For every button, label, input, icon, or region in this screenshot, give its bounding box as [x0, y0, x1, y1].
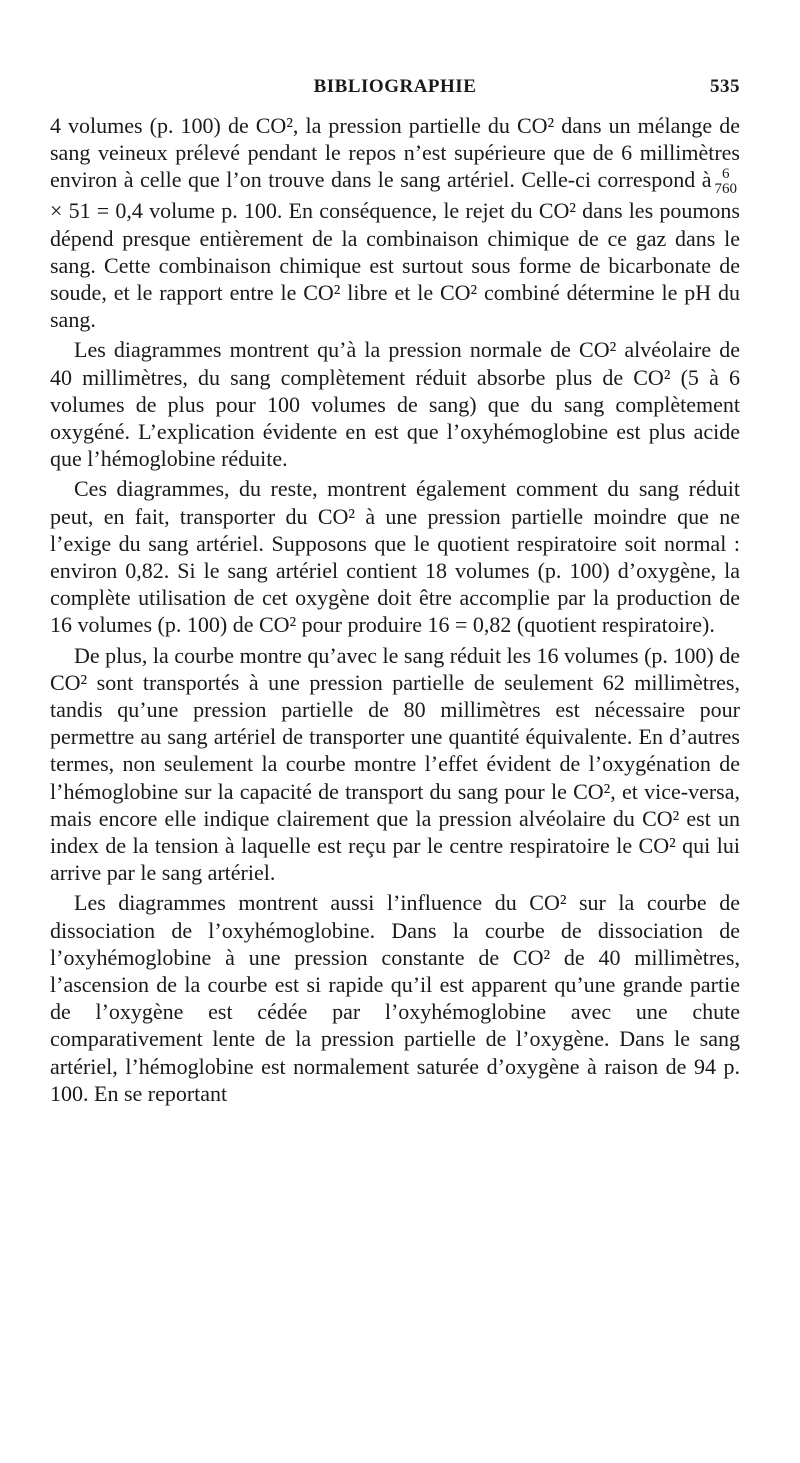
page-number: 535: [710, 76, 740, 97]
running-title: BIBLIOGRAPHIE: [313, 76, 477, 97]
paragraph-1-text-after-fraction: × 51 = 0,4 volume p. 100. En conséquence, le rejet du CO² dans les poumons dépend presque entièrement de la combinaison chimique de ce gaz dans le sang. Cette combinaison chimique est surtout sous forme de bicarbonate de soude, et le rapport entre le CO² libre et le CO² combiné détermine le pH du sang.: [50, 198, 740, 333]
paragraph-2: Les diagrammes montrent qu’à la pression normale de CO² alvéolaire de 40 millimètres, du sang complètement réduit absorbe plus de CO² (5 à 6 volumes de plus pour 100 volumes de sang) que du sang complètement oxygéné. L’explication évidente en est que l’oxyhémoglobine est plus acide que l’hémoglobine réduite.: [50, 337, 740, 472]
fraction-numerator: 6: [722, 166, 730, 183]
fraction: [715, 167, 738, 197]
paragraph-5: Les diagrammes montrent aussi l’influence du CO² sur la courbe de dissociation de l’oxyhémoglobine. Dans la courbe de dissociation de l’oxyhémoglobine à une pression constante de CO² de 40 millimètres, l’ascension de la courbe est si rapide qu’il est apparent qu’une grande partie de l’oxygène est cédée par l’oxyhémoglobine avec une chute comparativement lente de la pression partielle de l’oxygène. Dans le sang artériel, l’hémoglobine est normalement saturée d’oxygène à raison de 94 p. 100. En se reportant: [50, 890, 740, 1106]
paragraph-4: De plus, la courbe montre qu’avec le sang réduit les 16 volumes (p. 100) de CO² sont transportés à une pression partielle de seulement 62 millimètres, tandis qu’une pression partielle de 80 millimètres est nécessaire pour permettre au sang artériel de transporter une quantité équivalente. En d’autres termes, non seulement la courbe montre l’effet évident de l’oxygénation de l’hémoglobine sur la capacité de transport du sang pour le CO², et vice-versa, mais encore elle indique clairement que la pression alvéolaire du CO² est un index de la tension à laquelle est reçu par le centre respiratoire le CO² qui lui arrive par le sang artériel.: [50, 642, 740, 886]
paragraph-1: [50, 112, 740, 333]
body-text: [50, 112, 740, 1107]
paragraph-3: Ces diagrammes, du reste, montrent également comment du sang réduit peut, en fait, transporter du CO² à une pression partielle moindre que ne l’exige du sang artériel. Supposons que le quotient respiratoire soit normal : environ 0,82. Si le sang artériel contient 18 volumes (p. 100) d’oxygène, la complète utilisation de cet oxygène doit être accomplie par la production de 16 volumes (p. 100) de CO² pour produire 16 = 0,82 (quotient respiratoire).: [50, 476, 740, 638]
running-head: [50, 72, 740, 104]
book-page: [50, 72, 740, 1110]
fraction-denominator: 760: [714, 181, 737, 198]
paragraph-1-text-before-fraction: 4 volumes (p. 100) de CO², la pression partielle du CO² dans un mélange de sang veineux prélevé pendant le repos n’est supérieure que de 6 millimètres environ à celle que l’on trouve dans le sang artériel. Celle-ci correspond à: [50, 113, 740, 193]
